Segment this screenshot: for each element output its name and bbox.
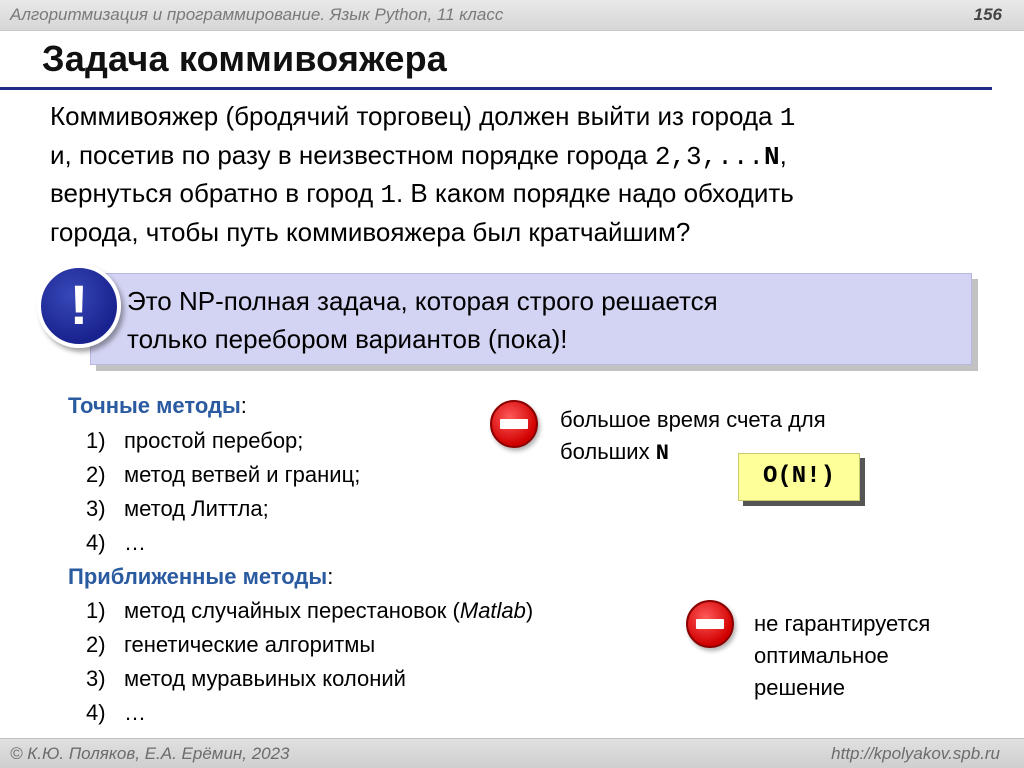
cities-n: N <box>764 141 780 172</box>
footer-authors: © К.Ю. Поляков, Е.А. Ерёмин, 2023 <box>10 744 290 763</box>
exact-methods-heading: Точные методы: <box>68 393 247 418</box>
city-code: 1 <box>779 103 796 133</box>
list-item: 2) генетические алгоритмы <box>86 632 376 657</box>
no-entry-icon <box>686 600 734 648</box>
intro-line-2: и, посетив по разу в неизвестном порядке города 2,3,...N, <box>50 139 787 172</box>
intro-paragraph <box>50 98 990 250</box>
list-item: 2) метод ветвей и границ; <box>86 462 361 487</box>
np-callout-text: Это NP-полная задача, которая строго решается только перебором вариантов (пока)! <box>127 286 718 354</box>
page-number: 156 <box>973 5 1002 24</box>
footer-bar <box>0 738 1024 768</box>
approx-methods-heading: Приближенные методы: <box>68 564 334 589</box>
list-item: 4) … <box>86 530 146 555</box>
np-callout <box>90 273 972 365</box>
no-entry-icon <box>490 400 538 448</box>
cities-code: 2,3,... <box>654 141 765 172</box>
intro-line-1: Коммивояжер (бродячий торговец) должен выйти из города 1 <box>50 101 796 133</box>
approx-methods-drawback: не гарантируется оптимальное решение <box>754 611 931 700</box>
approx-methods-list <box>86 594 533 730</box>
course-title: Алгоритмизация и программирование. Язык Python, 11 класс <box>10 5 504 24</box>
complexity-badge: O(N!) <box>738 453 860 501</box>
intro-line-3: вернуться обратно в город 1. В каком порядке надо обходить <box>50 178 794 210</box>
list-item: 1) простой перебор; <box>86 428 304 453</box>
list-item: 3) метод муравьиных колоний <box>86 666 406 691</box>
exact-methods-list <box>86 424 360 560</box>
list-item: 1) метод случайных перестановок (Matlab) <box>86 598 534 623</box>
list-item: 3) метод Литтла; <box>86 496 269 521</box>
list-item: 4) … <box>86 700 146 725</box>
exclamation-icon: ! <box>37 264 121 348</box>
footer-url[interactable]: http://kpolyakov.spb.ru <box>831 744 1000 763</box>
header-bar <box>0 0 1024 31</box>
return-city-code: 1 <box>380 180 396 210</box>
intro-line-4: города, чтобы путь коммивояжера был кратчайшим? <box>50 216 691 247</box>
title-underline <box>0 87 992 90</box>
exact-methods-drawback: большое время счета для больших N <box>560 407 826 466</box>
slide-title: Задача коммивояжера <box>42 38 447 79</box>
